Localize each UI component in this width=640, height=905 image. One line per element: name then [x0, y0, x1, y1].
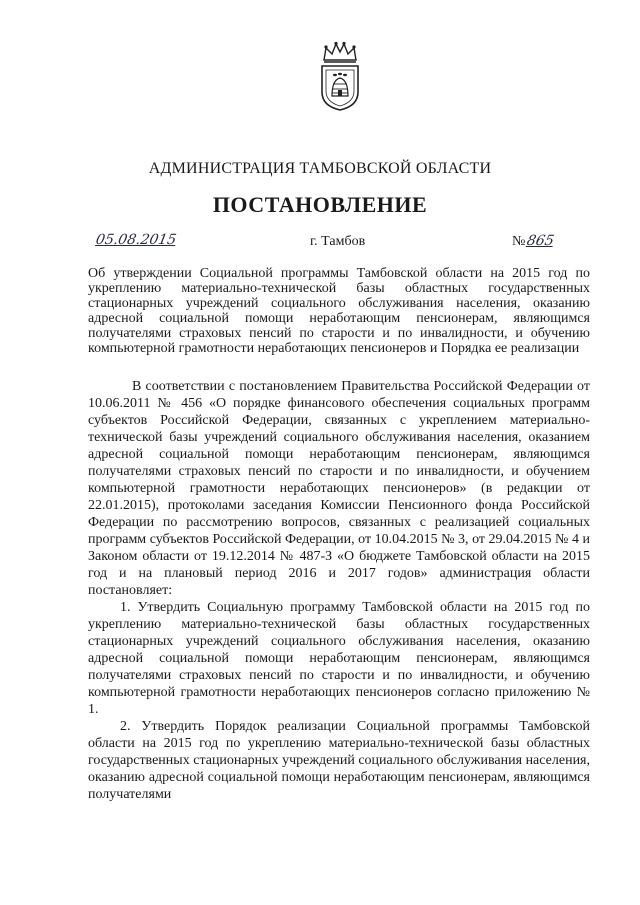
- handwritten-number: 865: [525, 233, 556, 249]
- document-type-title: ПОСТАНОВЛЕНИЕ: [212, 192, 428, 217]
- document-subject: Об утверждении Социальной программы Тамбовской области на 2015 год по укреплению материально-технической базы областных государственных стационарных учреждений социального обслуживания населения, оказанию адресной социальной помощи неработающим пенсионерам, являющимся получателями страховых пенсий по старости и по инвалидности, и обучению компьютерной грамотности неработающих пенсионеров и Порядка ее реализации: [88, 266, 590, 356]
- document-city: г. Тамбов: [310, 234, 366, 249]
- coat-of-arms-icon: [316, 40, 364, 112]
- item-2-paragraph: 2. Утвердить Порядок реализации Социальной программы Тамбовской области на 2015 год по укреплению материально-технической базы областных государственных стационарных учреждений социального обслуживания населения, оказанию адресной социальной помощи неработающим пенсионерам, являющимся получателями: [88, 719, 590, 802]
- handwritten-date: 05.08.2015: [94, 232, 178, 248]
- item-1-paragraph: 1. Утвердить Социальную программу Тамбовской области на 2015 год по укреплению материально-технической базы областных государственных стационарных учреждений социального обслуживания населения, оказанию адресной социальной помощи неработающим пенсионерам, являющимся получателями страховых пенсий по старости и по инвалидности, и обучению компьютерной грамотности неработающих пенсионеров согласно приложению № 1.: [88, 600, 590, 717]
- document-number: [512, 233, 554, 250]
- preamble-paragraph: В соответствии с постановлением Правительства Российской Федерации от 10.06.2011 № 456 «О порядке финансового обеспечения социальных программ субъектов Российской Федерации, связанных с укреплением материально-технической базы учреждений социального обслуживания населения, оказанием адресной социальной помощи неработающим пенсионерам, являющимся получателями страховых пенсий по старости и по инвалидности, и обучением компьютерной грамотности неработающих пенсионеров» (в редакции от 22.01.2015), протоколами заседания Комиссии Пенсионного фонда Российской Федерации по рассмотрению вопросов, связанных с реализацией социальных программ субъектов Российской Федерации, от 10.04.2015 № 3, от 29.04.2015 № 4 и Законом области от 19.12.2014 № 487-З «О бюджете Тамбовской области на 2015 год и на плановый период 2016 и 2017 годов» администрация области постановляет:: [88, 379, 590, 598]
- document-body: [88, 378, 590, 803]
- number-prefix: №: [512, 234, 526, 249]
- document-date: [96, 232, 176, 248]
- organization-name: АДМИНИСТРАЦИЯ ТАМБОВСКОЙ ОБЛАСТИ: [148, 160, 492, 177]
